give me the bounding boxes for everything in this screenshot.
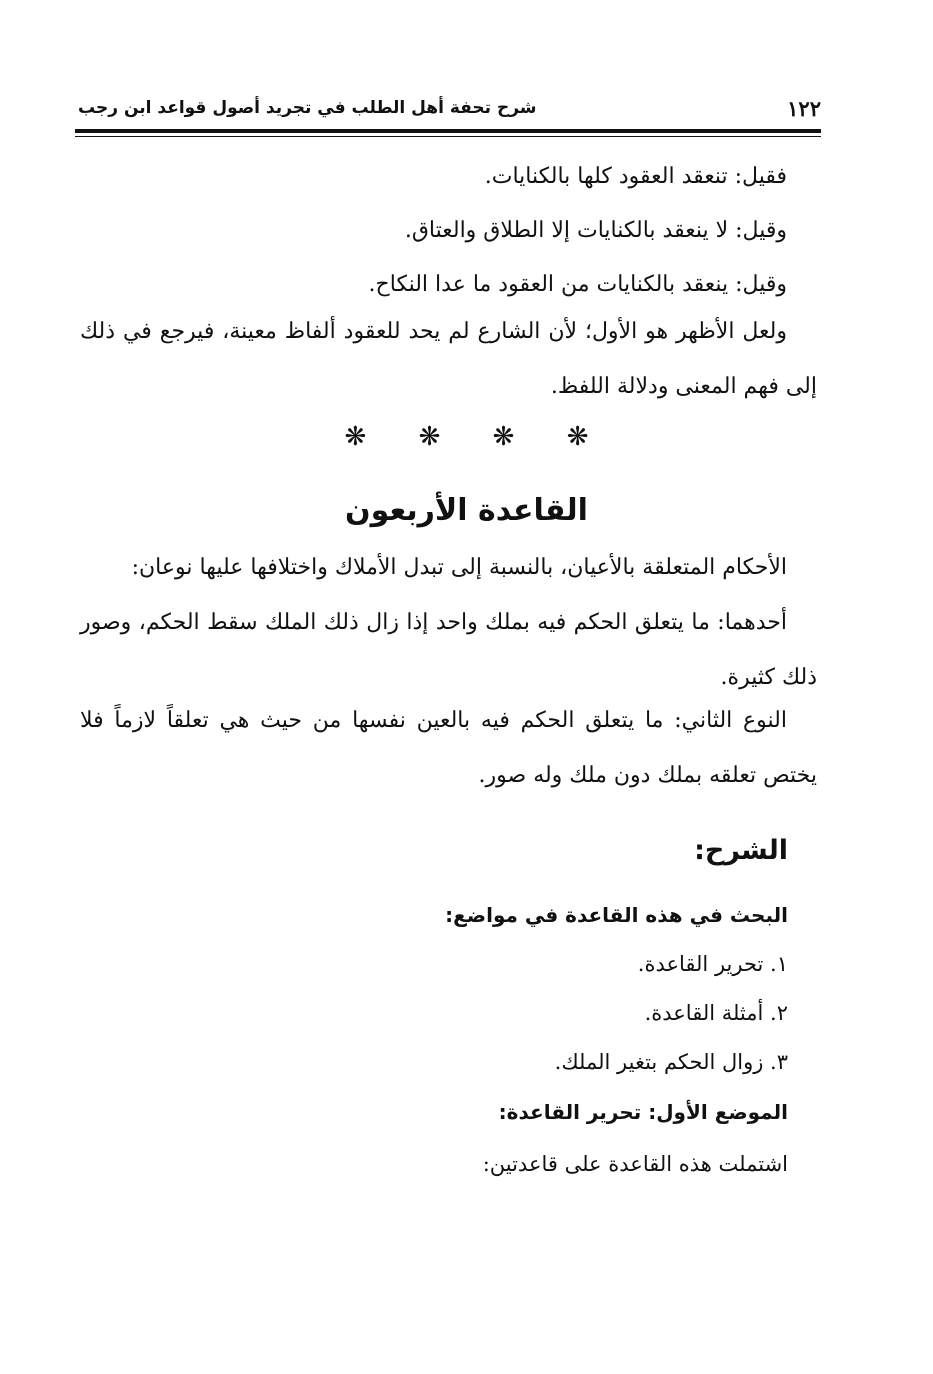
separator-star: ❋ xyxy=(418,422,441,452)
paragraph-conclusion: ولعل الأظهر هو الأول؛ لأن الشارع لم يحد للعقود ألفاظ معينة، فيرجع في ذلك إلى فهم المعنى ودلالة اللفظ. xyxy=(80,319,817,399)
header-rule-thin xyxy=(75,136,821,137)
text-line-last: اشتملت هذه القاعدة على قاعدتين: xyxy=(482,1152,788,1176)
discussion-heading: البحث في هذه القاعدة في مواضع: xyxy=(445,903,788,927)
rule-heading: القاعدة الأربعون xyxy=(345,493,588,528)
text-line-3: وقيل: ينعقد بالكنايات من العقود ما عدا النكاح. xyxy=(368,272,787,297)
section-separator xyxy=(0,422,933,452)
list-item: ٣. زوال الحكم بتغير الملك. xyxy=(554,1050,788,1074)
separator-star: ❋ xyxy=(566,422,589,452)
rule-type-2: النوع الثاني: ما يتعلق الحكم فيه بالعين نفسها من حيث هي تعلقاً لازماً فلا يختص تعلقه بملك دون ملك وله صور. xyxy=(80,708,817,788)
header-rule-thick xyxy=(75,129,821,133)
text-line-2: وقيل: لا ينعقد بالكنايات إلا الطلاق والعتاق. xyxy=(404,218,787,243)
list-item: ١. تحرير القاعدة. xyxy=(637,952,788,976)
separator-star: ❋ xyxy=(344,422,367,452)
running-title: شرح تحفة أهل الطلب في تجريد أصول قواعد ابن رجب xyxy=(78,98,537,118)
running-header xyxy=(78,94,821,124)
first-topic-heading: الموضع الأول: تحرير القاعدة: xyxy=(498,1100,788,1124)
page-number: ١٢٢ xyxy=(787,96,821,121)
separator-star: ❋ xyxy=(492,422,515,452)
rule-intro: الأحكام المتعلقة بالأعيان، بالنسبة إلى تبدل الأملاك واختلافها عليها نوعان: xyxy=(131,555,787,580)
text-line-1: فقيل: تنعقد العقود كلها بالكنايات. xyxy=(484,164,787,189)
sharh-title: الشرح: xyxy=(694,835,788,866)
rule-type-1: أحدهما: ما يتعلق الحكم فيه بملك واحد إذا زال ذلك الملك سقط الحكم، وصور ذلك كثيرة. xyxy=(80,610,817,690)
list-item: ٢. أمثلة القاعدة. xyxy=(644,1001,788,1025)
